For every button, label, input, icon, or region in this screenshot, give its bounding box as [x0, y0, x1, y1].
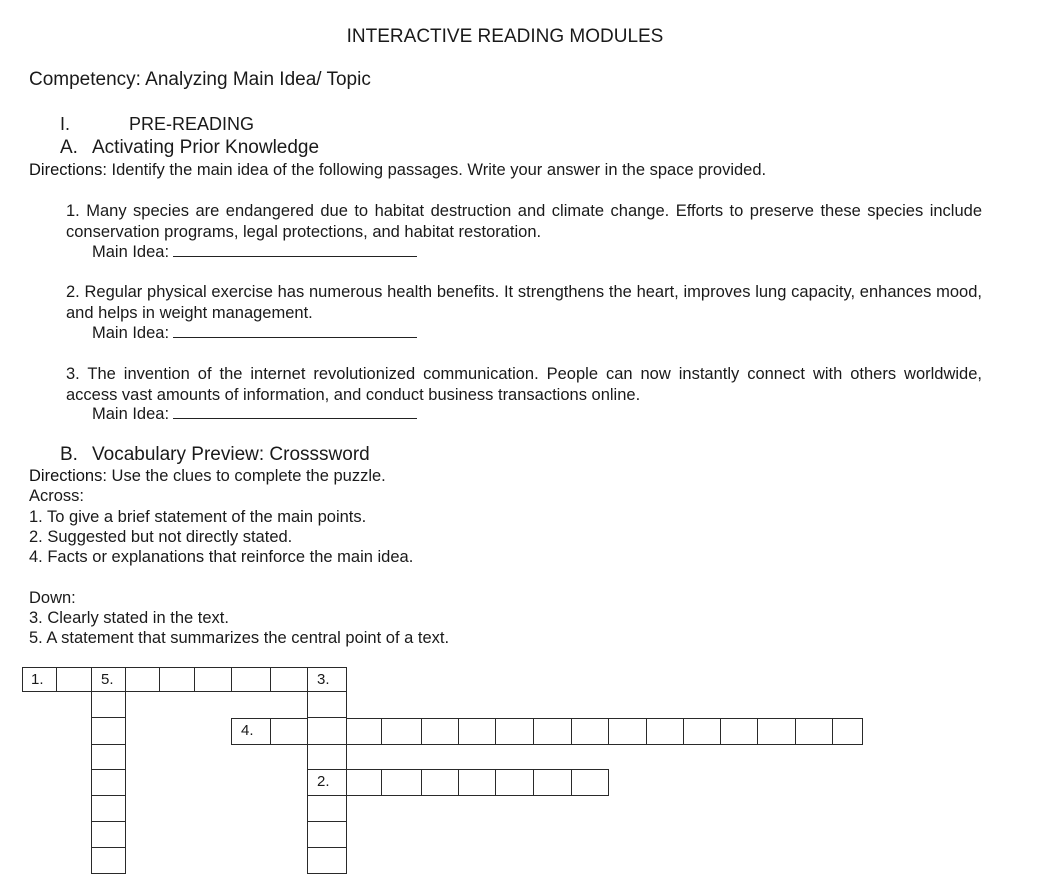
crossword-cell-across-1[interactable]	[195, 668, 232, 692]
crossword-cell-across-1[interactable]	[160, 668, 195, 692]
crossword-cell-across-4[interactable]	[382, 719, 422, 745]
crossword-cell-across-2[interactable]	[459, 770, 496, 796]
crossword-cell-down-5[interactable]	[92, 692, 126, 718]
crossword-cell-across-4[interactable]	[758, 719, 796, 745]
main-idea-label: Main Idea:	[92, 243, 170, 261]
part-a-title: Activating Prior Knowledge	[92, 137, 320, 158]
across-clue-1: 1. To give a brief statement of the main points.	[29, 508, 367, 526]
passage-1: 1. Many species are endangered due to habitat destruction and climate change. Efforts to preserve these species include conservation programs, legal protections, and habitat restoration.	[66, 202, 982, 241]
crossword-cell-across-2[interactable]	[347, 770, 382, 796]
crossword-cell-across-4[interactable]	[459, 719, 496, 745]
crossword-cell-across-1[interactable]	[232, 668, 271, 692]
crossword-number-5: 5.	[101, 671, 114, 688]
section-number: I.	[60, 114, 71, 134]
crossword-cell-across-4[interactable]	[422, 719, 459, 745]
part-b-title: Vocabulary Preview: Crosssword	[92, 444, 370, 465]
main-idea-label: Main Idea:	[92, 324, 170, 342]
passage-2: 2. Regular physical exercise has numerous health benefits. It strengthens the heart, improves lung capacity, enhances mood, and helps in weight management.	[66, 283, 982, 322]
down-clue-3: 3. Clearly stated in the text.	[29, 609, 229, 627]
crossword-cell-across-4[interactable]	[572, 719, 609, 745]
part-a-letter: A.	[60, 137, 78, 158]
crossword-cell-across-4[interactable]	[347, 719, 382, 745]
crossword-cell-across-2[interactable]	[534, 770, 572, 796]
crossword-number-3: 3.	[317, 671, 330, 688]
crossword-cell-down-5[interactable]	[92, 822, 126, 848]
down-clue-5: 5. A statement that summarizes the central point of a text.	[29, 629, 450, 647]
crossword-cell-down-3[interactable]	[308, 848, 347, 874]
crossword-number-4: 4.	[241, 722, 254, 739]
crossword-cell-down-3[interactable]	[308, 718, 347, 745]
crossword-cell-across-1[interactable]	[57, 668, 92, 692]
crossword-cell-across-1[interactable]	[271, 668, 308, 692]
crossword-cell-across-4[interactable]	[721, 719, 758, 745]
directions-text: Identify the main idea of the following passages. Write your answer in the space provided.	[106, 161, 767, 179]
part-b-letter: B.	[60, 444, 78, 465]
crossword-cell-across-2[interactable]	[496, 770, 534, 796]
crossword-cell-down-3[interactable]	[308, 796, 347, 822]
crossword-cell-across-4[interactable]	[796, 719, 833, 745]
crossword-cell-down-5[interactable]	[92, 770, 126, 796]
crossword-number-1: 1.	[31, 671, 44, 688]
crossword-cell-down-3[interactable]	[308, 692, 347, 718]
competency-heading: Competency: Analyzing Main Idea/ Topic	[29, 69, 371, 90]
crossword-cell-down-5[interactable]	[92, 718, 126, 745]
crossword-cell-across-2[interactable]	[382, 770, 422, 796]
crossword-cell-across-4[interactable]	[609, 719, 647, 745]
crossword-cell-across-2[interactable]	[572, 770, 609, 796]
section-title: PRE-READING	[129, 114, 255, 134]
crossword-cell-across-2[interactable]	[422, 770, 459, 796]
directions-label: Directions:	[29, 161, 107, 179]
crossword-cell-across-1[interactable]	[126, 668, 160, 692]
crossword-cell-across-4[interactable]	[684, 719, 721, 745]
crossword-cell-down-5[interactable]	[92, 796, 126, 822]
crossword-cell-down-3[interactable]	[308, 745, 347, 770]
main-idea-label: Main Idea:	[92, 405, 170, 423]
crossword-cell-down-3[interactable]	[308, 822, 347, 848]
crossword-number-2: 2.	[317, 773, 330, 790]
crossword-cell-down-5[interactable]	[92, 745, 126, 770]
document-title: INTERACTIVE READING MODULES	[346, 26, 664, 47]
down-label: Down:	[29, 589, 76, 607]
crossword-cell-across-4[interactable]	[647, 719, 684, 745]
crossword-cell-across-4[interactable]	[833, 719, 863, 745]
directions-label: Directions:	[29, 467, 107, 485]
crossword-cell-across-4[interactable]	[271, 719, 308, 745]
crossword-cell-across-4[interactable]	[534, 719, 572, 745]
across-clue-4: 4. Facts or explanations that reinforce the main idea.	[29, 548, 414, 566]
across-label: Across:	[29, 487, 85, 505]
crossword-cell-down-5[interactable]	[92, 848, 126, 874]
passage-3: 3. The invention of the internet revolutionized communication. People can now instantly connect with others worldwide, access vast amounts of information, and conduct business transactions online.	[66, 365, 982, 404]
across-clue-2: 2. Suggested but not directly stated.	[29, 528, 293, 546]
directions-text: Use the clues to complete the puzzle.	[106, 467, 386, 485]
crossword-cell-across-4[interactable]	[496, 719, 534, 745]
